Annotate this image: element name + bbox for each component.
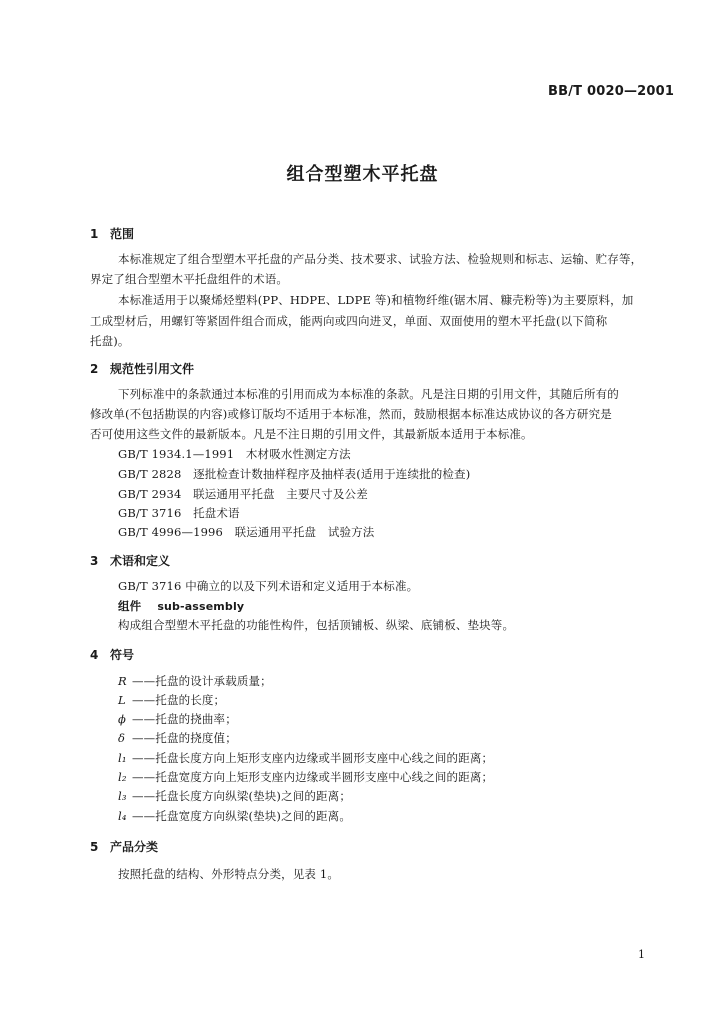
symbol-entry: [118, 750, 493, 766]
page-number: 1: [638, 948, 645, 961]
reference-item: GB/T 2828 逐批检查计数抽样程序及抽样表(适用于连续批的检查): [118, 467, 471, 481]
term-entry: [118, 598, 244, 614]
section-title: 符号: [110, 648, 135, 662]
symbol-description: ——托盘长度方向上矩形支座内边缘或半圆形支座中心线之间的距离；: [132, 751, 494, 765]
paragraph-line: 按照托盘的结构、外形特点分类，见表 1。: [118, 867, 339, 881]
section-2-heading: [90, 360, 194, 377]
paragraph-line: 修改单(不包括勘误的内容)或修订版均不适用于本标准，然而，鼓励根据本标准达成协议的各方研究是: [90, 407, 612, 421]
paragraph-line: 本标准适用于以聚烯烃塑料(PP、HDPE、LDPE 等)和植物纤维(锯木屑、糠壳粉等)为主要原料，加: [118, 293, 634, 307]
symbol-entry: [118, 711, 237, 727]
reference-item: GB/T 3716 托盘术语: [118, 506, 240, 520]
term-english: sub-assembly: [157, 600, 245, 613]
reference-item: GB/T 2934 联运通用平托盘 主要尺寸及公差: [118, 487, 368, 501]
reference-item: GB/T 1934.1—1991 木材吸水性测定方法: [118, 447, 351, 461]
symbol-entry: [118, 769, 493, 785]
symbol-entry: [118, 788, 351, 804]
symbol-description: ——托盘的长度；: [132, 693, 226, 707]
symbol: l₂: [118, 770, 127, 784]
symbol: R: [118, 674, 127, 688]
symbol: δ: [118, 731, 126, 745]
paragraph-line: GB/T 3716 中确立的以及下列术语和定义适用于本标准。: [118, 579, 419, 593]
symbol-description: ——托盘长度方向纵梁(垫块)之间的距离；: [132, 789, 351, 803]
symbol-description: ——托盘的设计承载质量；: [132, 674, 272, 688]
symbol-description: ——托盘的挠度值；: [132, 731, 237, 745]
paragraph-line: 工成型材后，用螺钉等紧固件组合而成，能两向或四向进叉，单面、双面使用的塑木平托盘(以下简称: [90, 314, 608, 328]
symbol-entry: [118, 808, 351, 824]
paragraph-line: 托盘)。: [90, 334, 130, 348]
symbol-description: ——托盘宽度方向纵梁(垫块)之间的距离。: [132, 809, 351, 823]
standard-number: BB/T 0020—2001: [548, 84, 675, 99]
section-1-heading: [90, 225, 134, 242]
section-number: 3: [90, 554, 99, 568]
reference-item: GB/T 4996—1996 联运通用平托盘 试验方法: [118, 525, 375, 539]
symbol-entry: [118, 692, 225, 708]
symbol-entry: [118, 673, 272, 689]
paragraph-line: 下列标准中的条款通过本标准的引用而成为本标准的条款。凡是注日期的引用文件，其随后所有的: [118, 387, 619, 401]
section-5-heading: [90, 838, 158, 855]
paragraph-line: 界定了组合型塑木平托盘组件的术语。: [90, 272, 289, 286]
section-title: 产品分类: [110, 840, 159, 854]
paragraph-line: 否可使用这些文件的最新版本。凡是不注日期的引用文件，其最新版本适用于本标准。: [90, 427, 533, 441]
document-title: 组合型塑木平托盘: [286, 164, 439, 185]
section-title: 范围: [110, 227, 135, 241]
section-number: 1: [90, 227, 99, 241]
section-4-heading: [90, 646, 134, 663]
symbol: l₄: [118, 809, 127, 823]
symbol: l₁: [118, 751, 127, 765]
symbol: L: [118, 693, 126, 707]
section-title: 规范性引用文件: [110, 362, 195, 376]
symbol: ϕ: [118, 712, 126, 726]
paragraph-line: 本标准规定了组合型塑木平托盘的产品分类、技术要求、试验方法、检验规则和标志、运输、贮存等，: [118, 252, 643, 266]
symbol-description: ——托盘的挠曲率；: [132, 712, 237, 726]
term-definition: 构成组合型塑木平托盘的功能性构件，包括顶铺板、纵梁、底铺板、垫块等。: [118, 618, 515, 632]
symbol-entry: [118, 730, 237, 746]
section-title: 术语和定义: [110, 554, 171, 568]
term-chinese: 组件: [118, 599, 142, 613]
section-3-heading: [90, 552, 170, 569]
symbol-description: ——托盘宽度方向上矩形支座内边缘或半圆形支座中心线之间的距离；: [132, 770, 494, 784]
section-number: 2: [90, 362, 99, 376]
symbol: l₃: [118, 789, 127, 803]
section-number: 5: [90, 840, 99, 854]
section-number: 4: [90, 648, 99, 662]
